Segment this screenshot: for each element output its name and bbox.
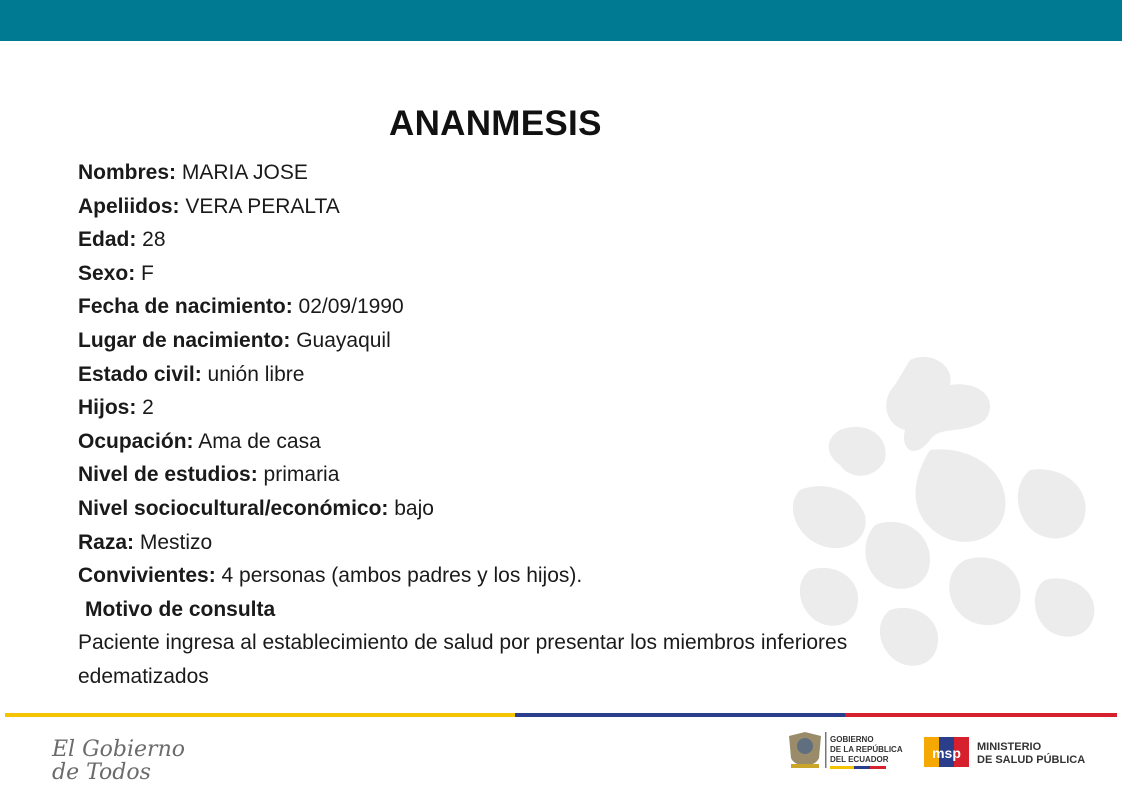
- field-apellidos: [78, 190, 958, 224]
- field-label: Lugar de nacimiento:: [78, 328, 291, 352]
- field-value: 2: [136, 396, 154, 420]
- field-raza: [78, 526, 958, 560]
- footer-divider-red: [845, 713, 1117, 717]
- field-label: Nivel de estudios:: [78, 463, 258, 487]
- field-value: 02/09/1990: [292, 295, 404, 319]
- field-label: Nivel sociocultural/económico:: [78, 496, 389, 520]
- field-value: bajo: [388, 496, 434, 520]
- gobierno-ecuador-logo: [785, 728, 915, 774]
- field-edad: [78, 223, 958, 257]
- field-label: Nombres:: [78, 161, 177, 184]
- field-value: Mestizo: [134, 530, 213, 554]
- field-label: Convivientes:: [78, 564, 216, 588]
- field-fecha-nacimiento: [78, 290, 958, 324]
- field-value: primaria: [257, 463, 340, 487]
- field-value: Guayaquil: [290, 328, 391, 352]
- field-label: Sexo:: [78, 261, 136, 285]
- slide-title: ANANMESIS: [389, 104, 602, 143]
- el-gobierno-de-todos-logo: [48, 734, 188, 784]
- top-header-bar: [0, 0, 1122, 41]
- motivo-heading: Motivo de consulta: [85, 597, 276, 621]
- logo-line-1: El Gobierno: [52, 737, 185, 762]
- footer-divider-blue: [515, 713, 845, 717]
- field-label: Ocupación:: [78, 429, 194, 453]
- motivo-text: Paciente ingresa al establecimiento de salud por presentar los miembros inferiores edematizados: [78, 631, 848, 688]
- field-value: 28: [136, 228, 166, 252]
- msp-mark-text: msp: [932, 745, 961, 761]
- field-nivel-estudios: [78, 458, 958, 492]
- field-label: Raza:: [78, 530, 135, 554]
- field-nombres: [78, 156, 958, 190]
- footer-divider-yellow: [5, 713, 515, 717]
- field-hijos: [78, 391, 958, 425]
- gov-line-2: DE LA REPÚBLICA: [830, 745, 903, 754]
- ministerio-salud-publica-logo: [922, 733, 1087, 771]
- field-lugar-nacimiento: [78, 324, 958, 358]
- field-value: unión libre: [201, 362, 305, 386]
- field-value: VERA PERALTA: [179, 194, 340, 218]
- ecuador-coat-of-arms-icon: [789, 732, 821, 768]
- gov-line-1: GOBIERNO: [830, 735, 874, 744]
- field-estado-civil: [78, 358, 958, 392]
- field-label: Estado civil:: [78, 362, 202, 386]
- field-nivel-sociocultural: [78, 492, 958, 526]
- anamnesis-content: [78, 156, 958, 694]
- msp-line-2: DE SALUD PÚBLICA: [977, 754, 1086, 766]
- field-sexo: [78, 257, 958, 291]
- logo-line-2: de Todos: [52, 760, 151, 784]
- field-value: MARIA JOSE: [176, 161, 308, 184]
- field-value: Ama de casa: [193, 429, 321, 453]
- gov-line-3: DEL ECUADOR: [830, 755, 889, 764]
- field-label: Edad:: [78, 228, 137, 252]
- field-value: 4 personas (ambos padres y los hijos).: [215, 564, 583, 588]
- msp-mark-icon: [924, 737, 969, 767]
- field-label: Hijos:: [78, 396, 137, 420]
- field-value: F: [135, 261, 154, 285]
- field-label: Apeliidos:: [78, 194, 180, 218]
- field-label: Fecha de nacimiento:: [78, 295, 293, 319]
- msp-line-1: MINISTERIO: [977, 741, 1042, 753]
- field-convivientes: [78, 559, 958, 593]
- field-ocupacion: [78, 425, 958, 459]
